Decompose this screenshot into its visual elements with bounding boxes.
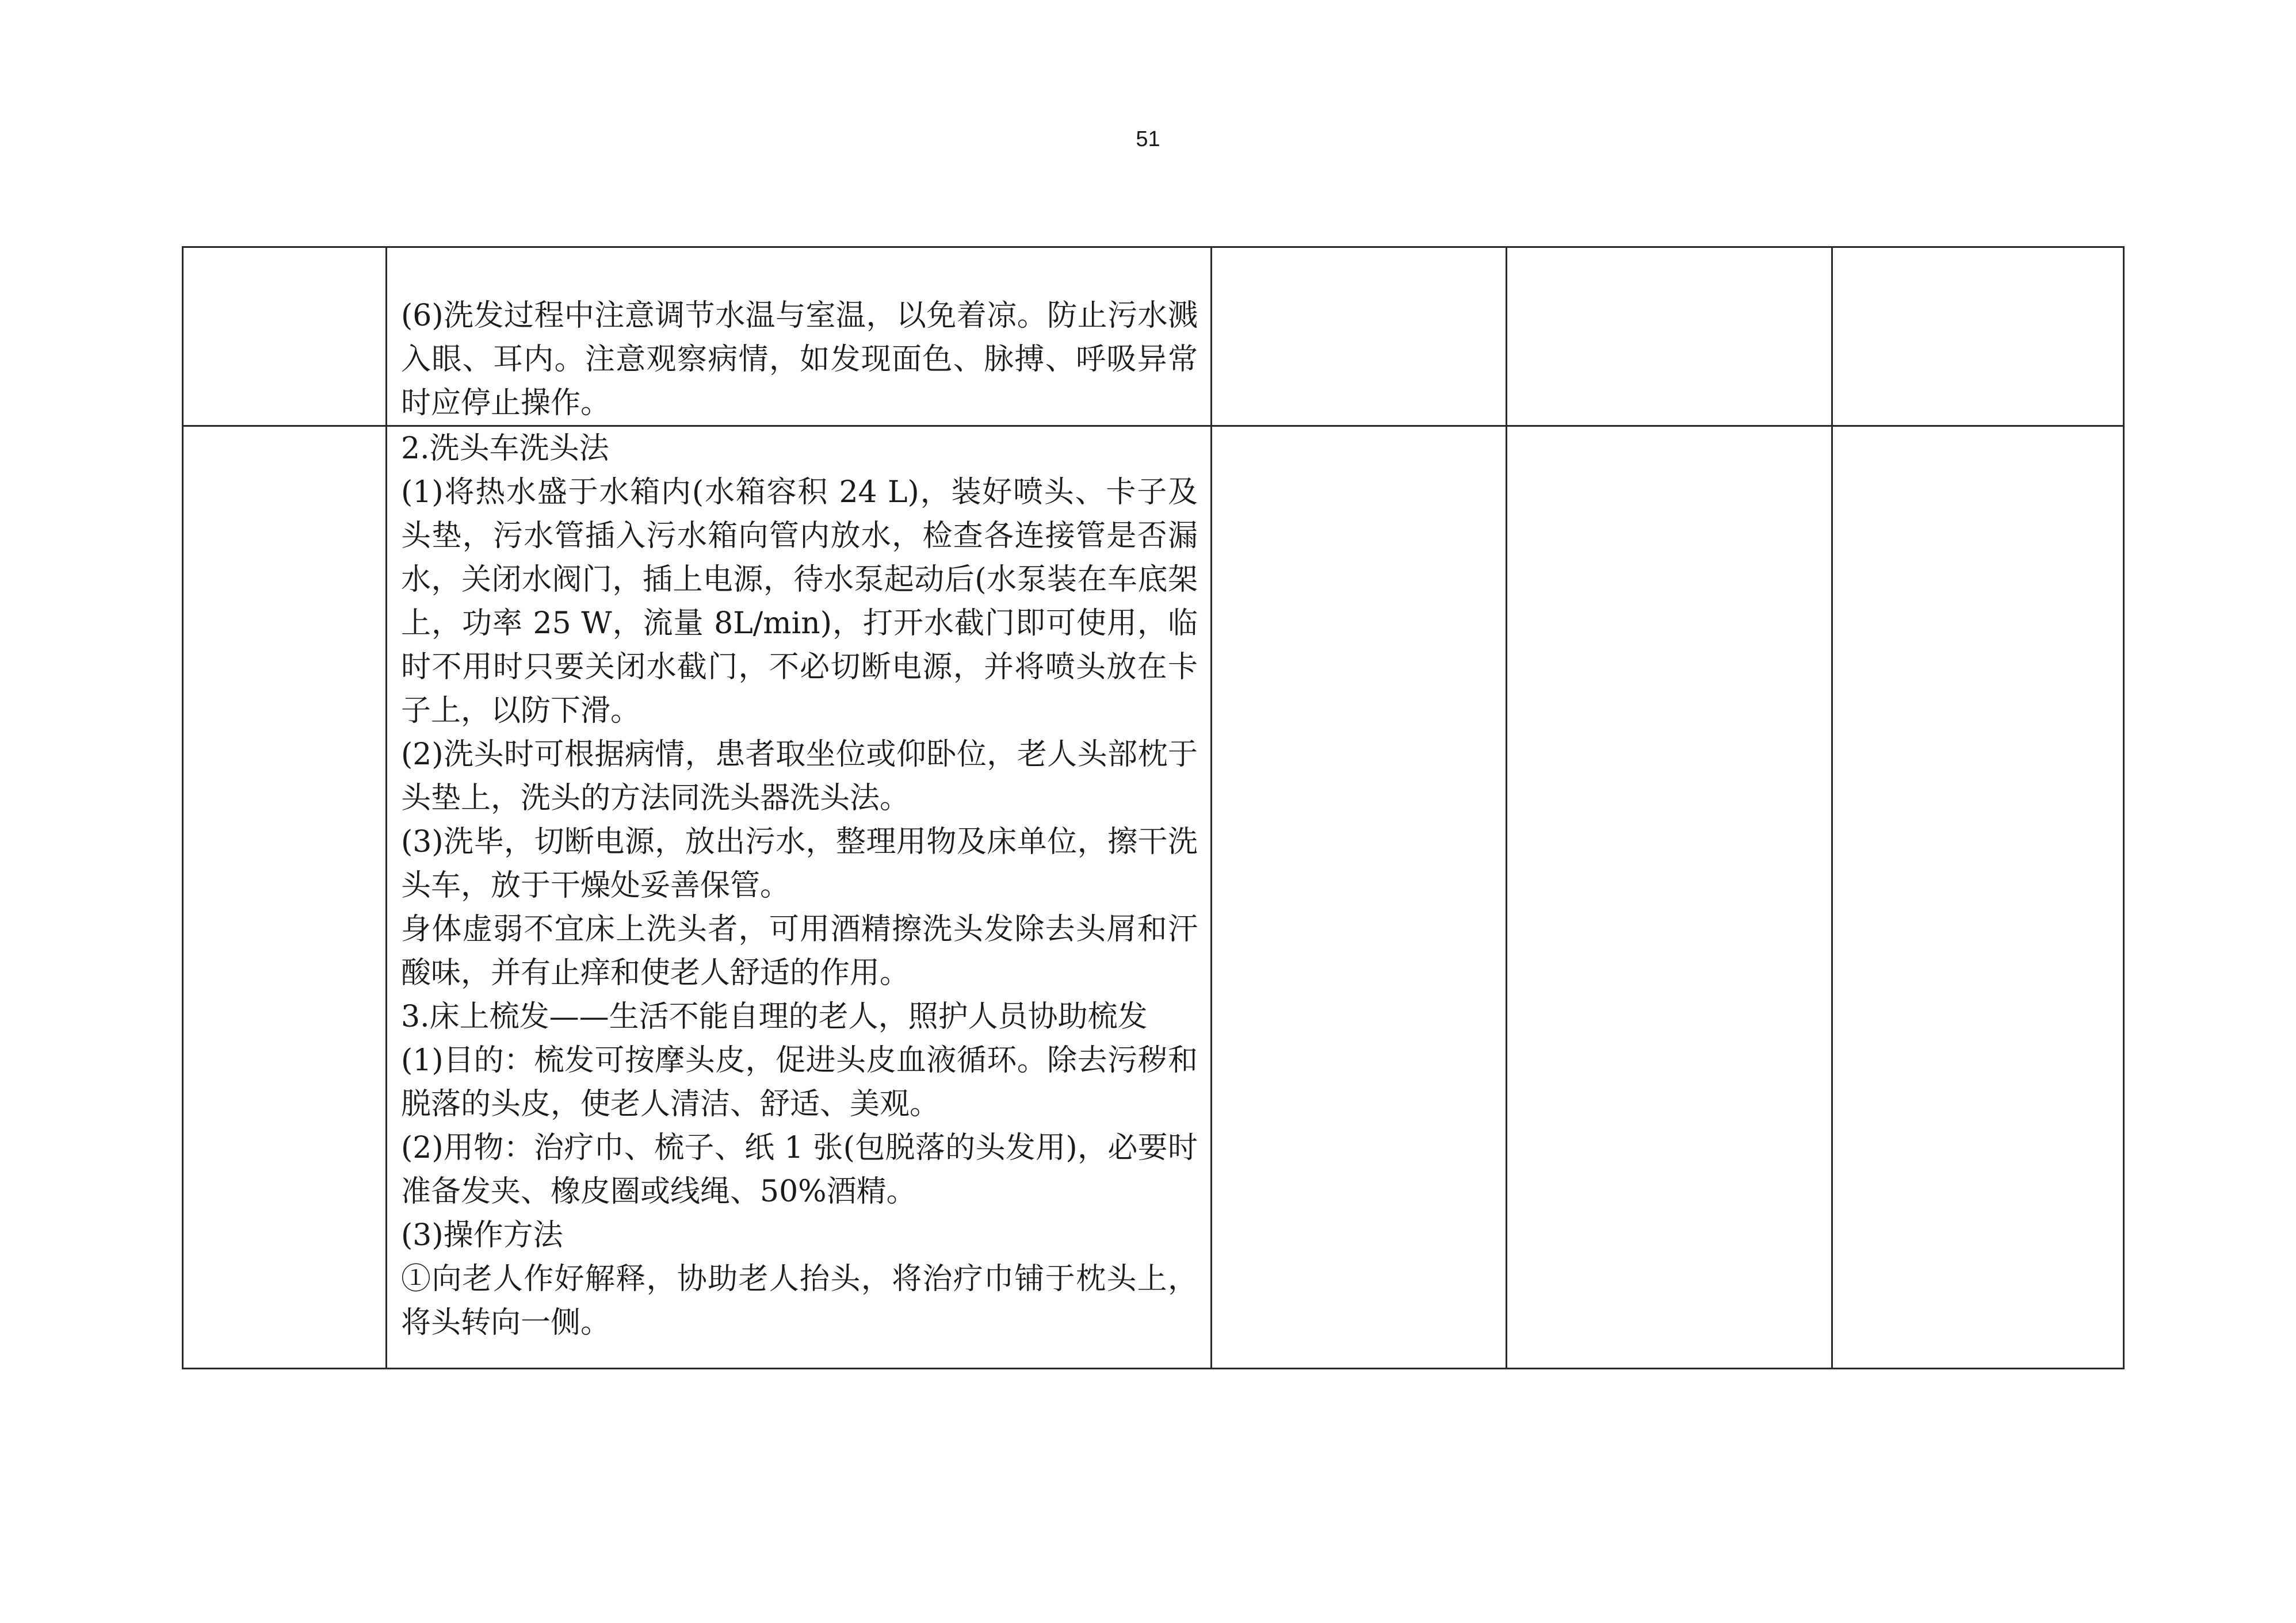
table-cell-empty [1212, 247, 1507, 426]
section-heading: 2.洗头车洗头法 [401, 431, 609, 466]
table-row [183, 426, 2124, 1369]
paragraph: (1)将热水盛于水箱内(水箱容积 24 L)，装好喷头、卡子及头垫，污水管插入污水箱向管内放水，检查各连接管是否漏水，关闭水阀门，插上电源，待水泵起动后(水泵装在车底架上，功率 25 W，流量 8L/min)，打开水截门即可使用，临时不用时只要关闭水截门，不必切断电源，并将喷头放在卡子上，以防下滑。 [401, 475, 1198, 728]
table-row [183, 247, 2124, 426]
table-cell-empty [183, 247, 387, 426]
paragraph: (6)洗发过程中注意调节水温与室温，以免着凉。防止污水溅入眼、耳内。注意观察病情，如发现面色、脉搏、呼吸异常时应停止操作。 [401, 298, 1198, 420]
paragraph: (2)洗头时可根据病情，患者取坐位或仰卧位，老人头部枕于头垫上，洗头的方法同洗头器洗头法。 [401, 737, 1198, 816]
content-table [182, 246, 2125, 1369]
paragraph: (2)用物：治疗巾、梳子、纸 1 张(包脱落的头发用)，必要时准备发夹、橡皮圈或线绳、50%酒精。 [401, 1131, 1198, 1209]
table-cell-empty [1507, 247, 1832, 426]
table-cell-content [387, 426, 1212, 1369]
paragraph: (3)操作方法 [401, 1218, 563, 1253]
table-cell-empty [1212, 426, 1507, 1369]
section-heading: 3.床上梳发——生活不能自理的老人，照护人员协助梳发 [401, 1000, 1148, 1034]
paragraph: (1)目的：梳发可按摩头皮，促进头皮血液循环。除去污秽和脱落的头皮，使老人清洁、舒适、美观。 [401, 1043, 1198, 1121]
table-cell-content [387, 247, 1212, 426]
table-cell-empty [1507, 426, 1832, 1369]
table-cell-empty [1832, 247, 2124, 426]
table-cell-empty [1832, 426, 2124, 1369]
paragraph: (3)洗毕，切断电源，放出污水，整理用物及床单位，擦干洗头车，放于干燥处妥善保管。 [401, 825, 1198, 903]
table-cell-empty [183, 426, 387, 1369]
paragraph: ①向老人作好解释，协助老人抬头，将治疗巾铺于枕头上，将头转向一侧。 [401, 1262, 1198, 1340]
page-number: 51 [1136, 127, 1160, 151]
paragraph: 身体虚弱不宜床上洗头者，可用酒精擦洗头发除去头屑和汗酸味，并有止痒和使老人舒适的作用。 [401, 912, 1198, 990]
